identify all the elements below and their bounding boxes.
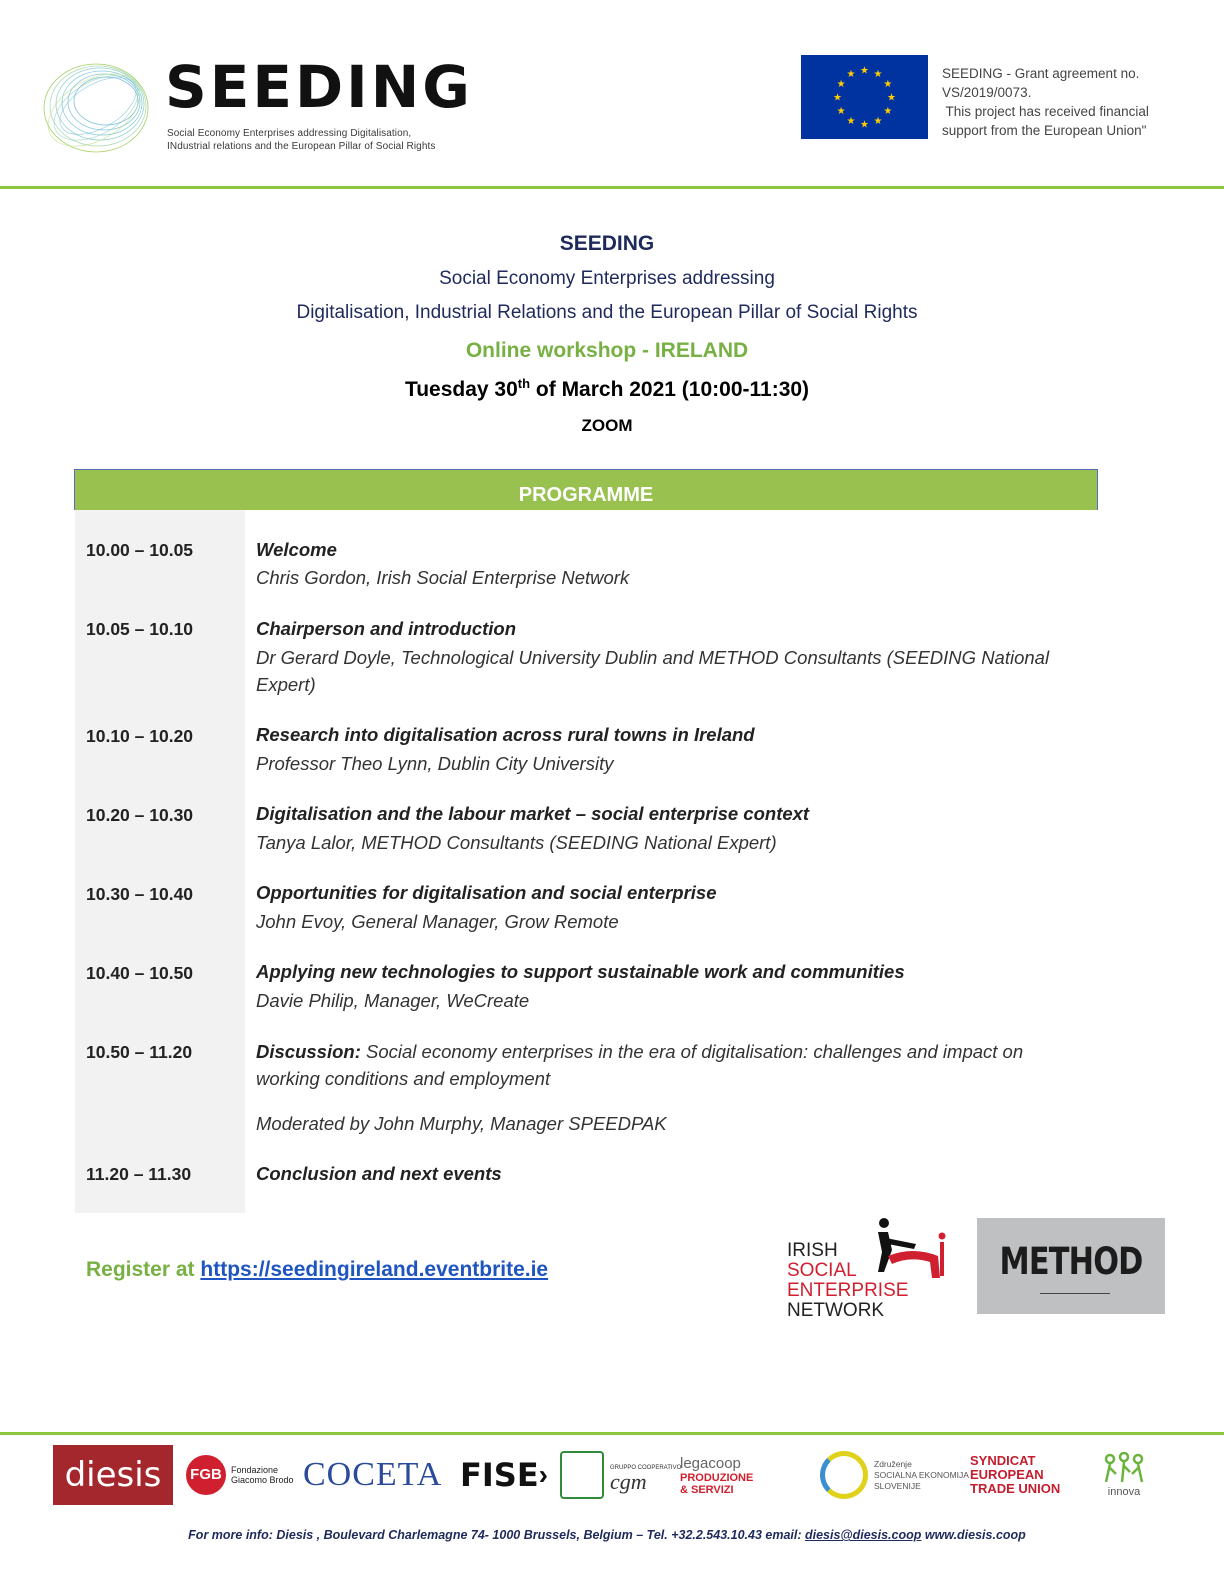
innova-logo: [1098, 1445, 1150, 1505]
eu-star-icon: ★: [883, 79, 893, 90]
seeding-logo-mark: [38, 48, 168, 166]
legacoop-logo-text: legacoop: [680, 1454, 741, 1472]
fgb-logo-sub1: Fondazione: [231, 1465, 279, 1475]
isen-logo-line2: SOCIAL: [787, 1260, 857, 1281]
fise-logo: [460, 1445, 548, 1505]
header-divider: [0, 186, 1224, 189]
diesis-logo: [53, 1445, 173, 1505]
grant-line4: support from the European Union": [942, 123, 1147, 138]
logo-subtitle-line1: Social Economy Enterprises addressing Digitalisation,: [167, 128, 412, 139]
eu-star-icon: ★: [883, 106, 893, 117]
diesis-logo-text: diesis: [64, 1455, 162, 1495]
isen-logo-line1: IRISH: [787, 1240, 838, 1261]
agenda-title: Chairperson and introduction: [256, 618, 517, 639]
etuc-line3: TRADE UNION: [970, 1481, 1061, 1496]
date-prefix: Tuesday 30: [404, 378, 518, 401]
agenda-speaker: Chris Gordon, Irish Social Enterprise Network: [256, 567, 630, 588]
isen-logo-line4: NETWORK: [787, 1300, 885, 1321]
coceta-logo-text: COCETA: [303, 1456, 443, 1493]
innova-logo-text: innova: [1107, 1486, 1141, 1498]
footer-contact: [0, 1528, 1214, 1542]
agenda-title: Welcome: [256, 539, 337, 560]
agenda-title: Conclusion and next events: [256, 1163, 502, 1184]
agenda-speaker: Professor Theo Lynn, Dublin City University: [256, 753, 614, 774]
agenda-title: Opportunities for digitalisation and social enterprise: [256, 882, 717, 903]
cgm-logo-mark: [560, 1451, 604, 1499]
zdruzenje-logo-mark: [820, 1451, 868, 1499]
eu-star-icon: ★: [873, 69, 883, 81]
eu-star-icon: ★: [887, 92, 896, 104]
grant-line3: This project has received financial: [942, 104, 1149, 119]
footer-divider: [0, 1432, 1224, 1435]
register-prefix: Register at: [86, 1258, 201, 1281]
agenda-moderator: Moderated by John Murphy, Manager SPEEDPAK: [256, 1113, 667, 1134]
event-platform: ZOOM: [581, 416, 633, 435]
eu-star-icon: ★: [833, 92, 842, 104]
legacoop-logo: [680, 1445, 753, 1505]
footer-site: www.diesis.coop: [921, 1528, 1026, 1542]
isen-logo-line3: ENTERPRISE: [787, 1280, 909, 1301]
date-suffix: of March 2021 (10:00-11:30): [530, 378, 810, 401]
eu-star-icon: ★: [846, 115, 856, 127]
zdruzenje-logo: [820, 1445, 969, 1505]
grant-line1: SEEDING - Grant agreement no.: [942, 66, 1140, 81]
method-logo-underline: [1040, 1293, 1110, 1294]
fgb-logo-sub2: Giacomo Brodo: [231, 1475, 294, 1485]
agenda-speaker: Davie Philip, Manager, WeCreate: [256, 990, 530, 1011]
innova-figures-icon: [1098, 1452, 1150, 1486]
eu-star-icon: ★: [836, 106, 846, 117]
agenda-title: Research into digitalisation across rural towns in Ireland: [256, 724, 755, 745]
fise-arrow-icon: ›: [538, 1459, 548, 1490]
page-title: SEEDING: [559, 232, 655, 255]
agenda-title: Digitalisation and the labour market – social enterprise context: [256, 803, 810, 824]
event-name: Online workshop - IRELAND: [465, 339, 749, 362]
eu-star-icon: ★: [846, 69, 856, 81]
agenda-speaker: Tanya Lalor, METHOD Consultants (SEEDING National Expert): [256, 832, 777, 853]
eu-star-icon: ★: [860, 65, 869, 77]
agenda-time: 10.05 – 10.10: [86, 619, 194, 639]
eu-flag-icon: [801, 55, 928, 139]
footer-email-link[interactable]: diesis@diesis.coop: [804, 1528, 922, 1542]
event-date: [0, 376, 1214, 402]
cgm-logo: [560, 1445, 681, 1505]
agenda-time: 10.30 – 10.40: [86, 884, 194, 904]
subtitle-line1: Social Economy Enterprises addressing: [439, 268, 775, 289]
eu-star-icon: ★: [860, 119, 869, 131]
zdruzenje-line1: Združenje: [874, 1458, 912, 1469]
agenda-title: Applying new technologies to support sustainable work and communities: [256, 961, 905, 982]
register-line: [86, 1258, 548, 1282]
coceta-logo: [303, 1445, 442, 1505]
agenda-title: Discussion:: [256, 1041, 361, 1062]
agenda-speaker: Dr Gerard Doyle, Technological University Dublin and METHOD Consultants (SEEDING National Expert): [256, 647, 1050, 695]
subtitle-line2: Digitalisation, Industrial Relations and the European Pillar of Social Rights: [296, 302, 918, 323]
agenda-time: 10.20 – 10.30: [86, 805, 194, 825]
fgb-logo: [186, 1445, 296, 1505]
agenda-time: 10.50 – 11.20: [86, 1042, 193, 1062]
programme-heading: PROGRAMME: [74, 469, 1098, 510]
seeding-logo-wordmark: SEEDING: [165, 53, 473, 121]
agenda-speaker: John Evoy, General Manager, Grow Remote: [256, 911, 619, 932]
logo-subtitle-line2: INdustrial relations and the European Pillar of Social Rights: [167, 141, 436, 152]
agenda-time: 11.20 – 11.30: [86, 1164, 192, 1184]
legacoop-logo-sub2: & SERVIZI: [680, 1483, 734, 1496]
agenda-time: 10.00 – 10.05: [86, 540, 194, 560]
agenda-description: Social economy enterprises in the era of digitalisation: challenges and impact on working conditions and employment: [256, 1041, 1024, 1089]
time-column: [75, 510, 245, 1213]
cgm-logo-text: cgm: [610, 1469, 647, 1494]
fise-logo-text: FISE: [460, 1456, 539, 1494]
etuc-line2: EUROPEAN: [970, 1467, 1044, 1482]
eu-star-icon: ★: [836, 79, 846, 90]
agenda-time: 10.10 – 10.20: [86, 726, 194, 746]
agenda-discussion: [256, 1038, 1076, 1092]
date-sup: th: [517, 376, 531, 391]
method-logo-text: METHOD: [999, 1240, 1143, 1283]
fgb-logo-mark: FGB: [186, 1455, 226, 1495]
legacoop-logo-sub1: PRODUZIONE: [680, 1471, 754, 1484]
zdruzenje-line3: SLOVENIJE: [874, 1480, 921, 1491]
etuc-line1: SYNDICAT: [970, 1453, 1036, 1468]
grant-line2: VS/2019/0073.: [942, 85, 1032, 100]
eu-star-icon: ★: [873, 115, 883, 127]
cgm-logo-small: GRUPPO COOPERATIVO: [610, 1465, 682, 1471]
register-link[interactable]: https://seedingireland.eventbrite.ie: [200, 1258, 549, 1281]
etuc-logo: [970, 1445, 1060, 1505]
agenda-time: 10.40 – 10.50: [86, 963, 194, 983]
zdruzenje-line2: SOCIALNA EKONOMIJA: [874, 1469, 969, 1480]
footer-text: For more info: Diesis , Boulevard Charlemagne 74- 1000 Brussels, Belgium – Tel. +32.2.543.10.43 email:: [188, 1528, 805, 1542]
isen-figure-icon: [858, 1216, 950, 1282]
